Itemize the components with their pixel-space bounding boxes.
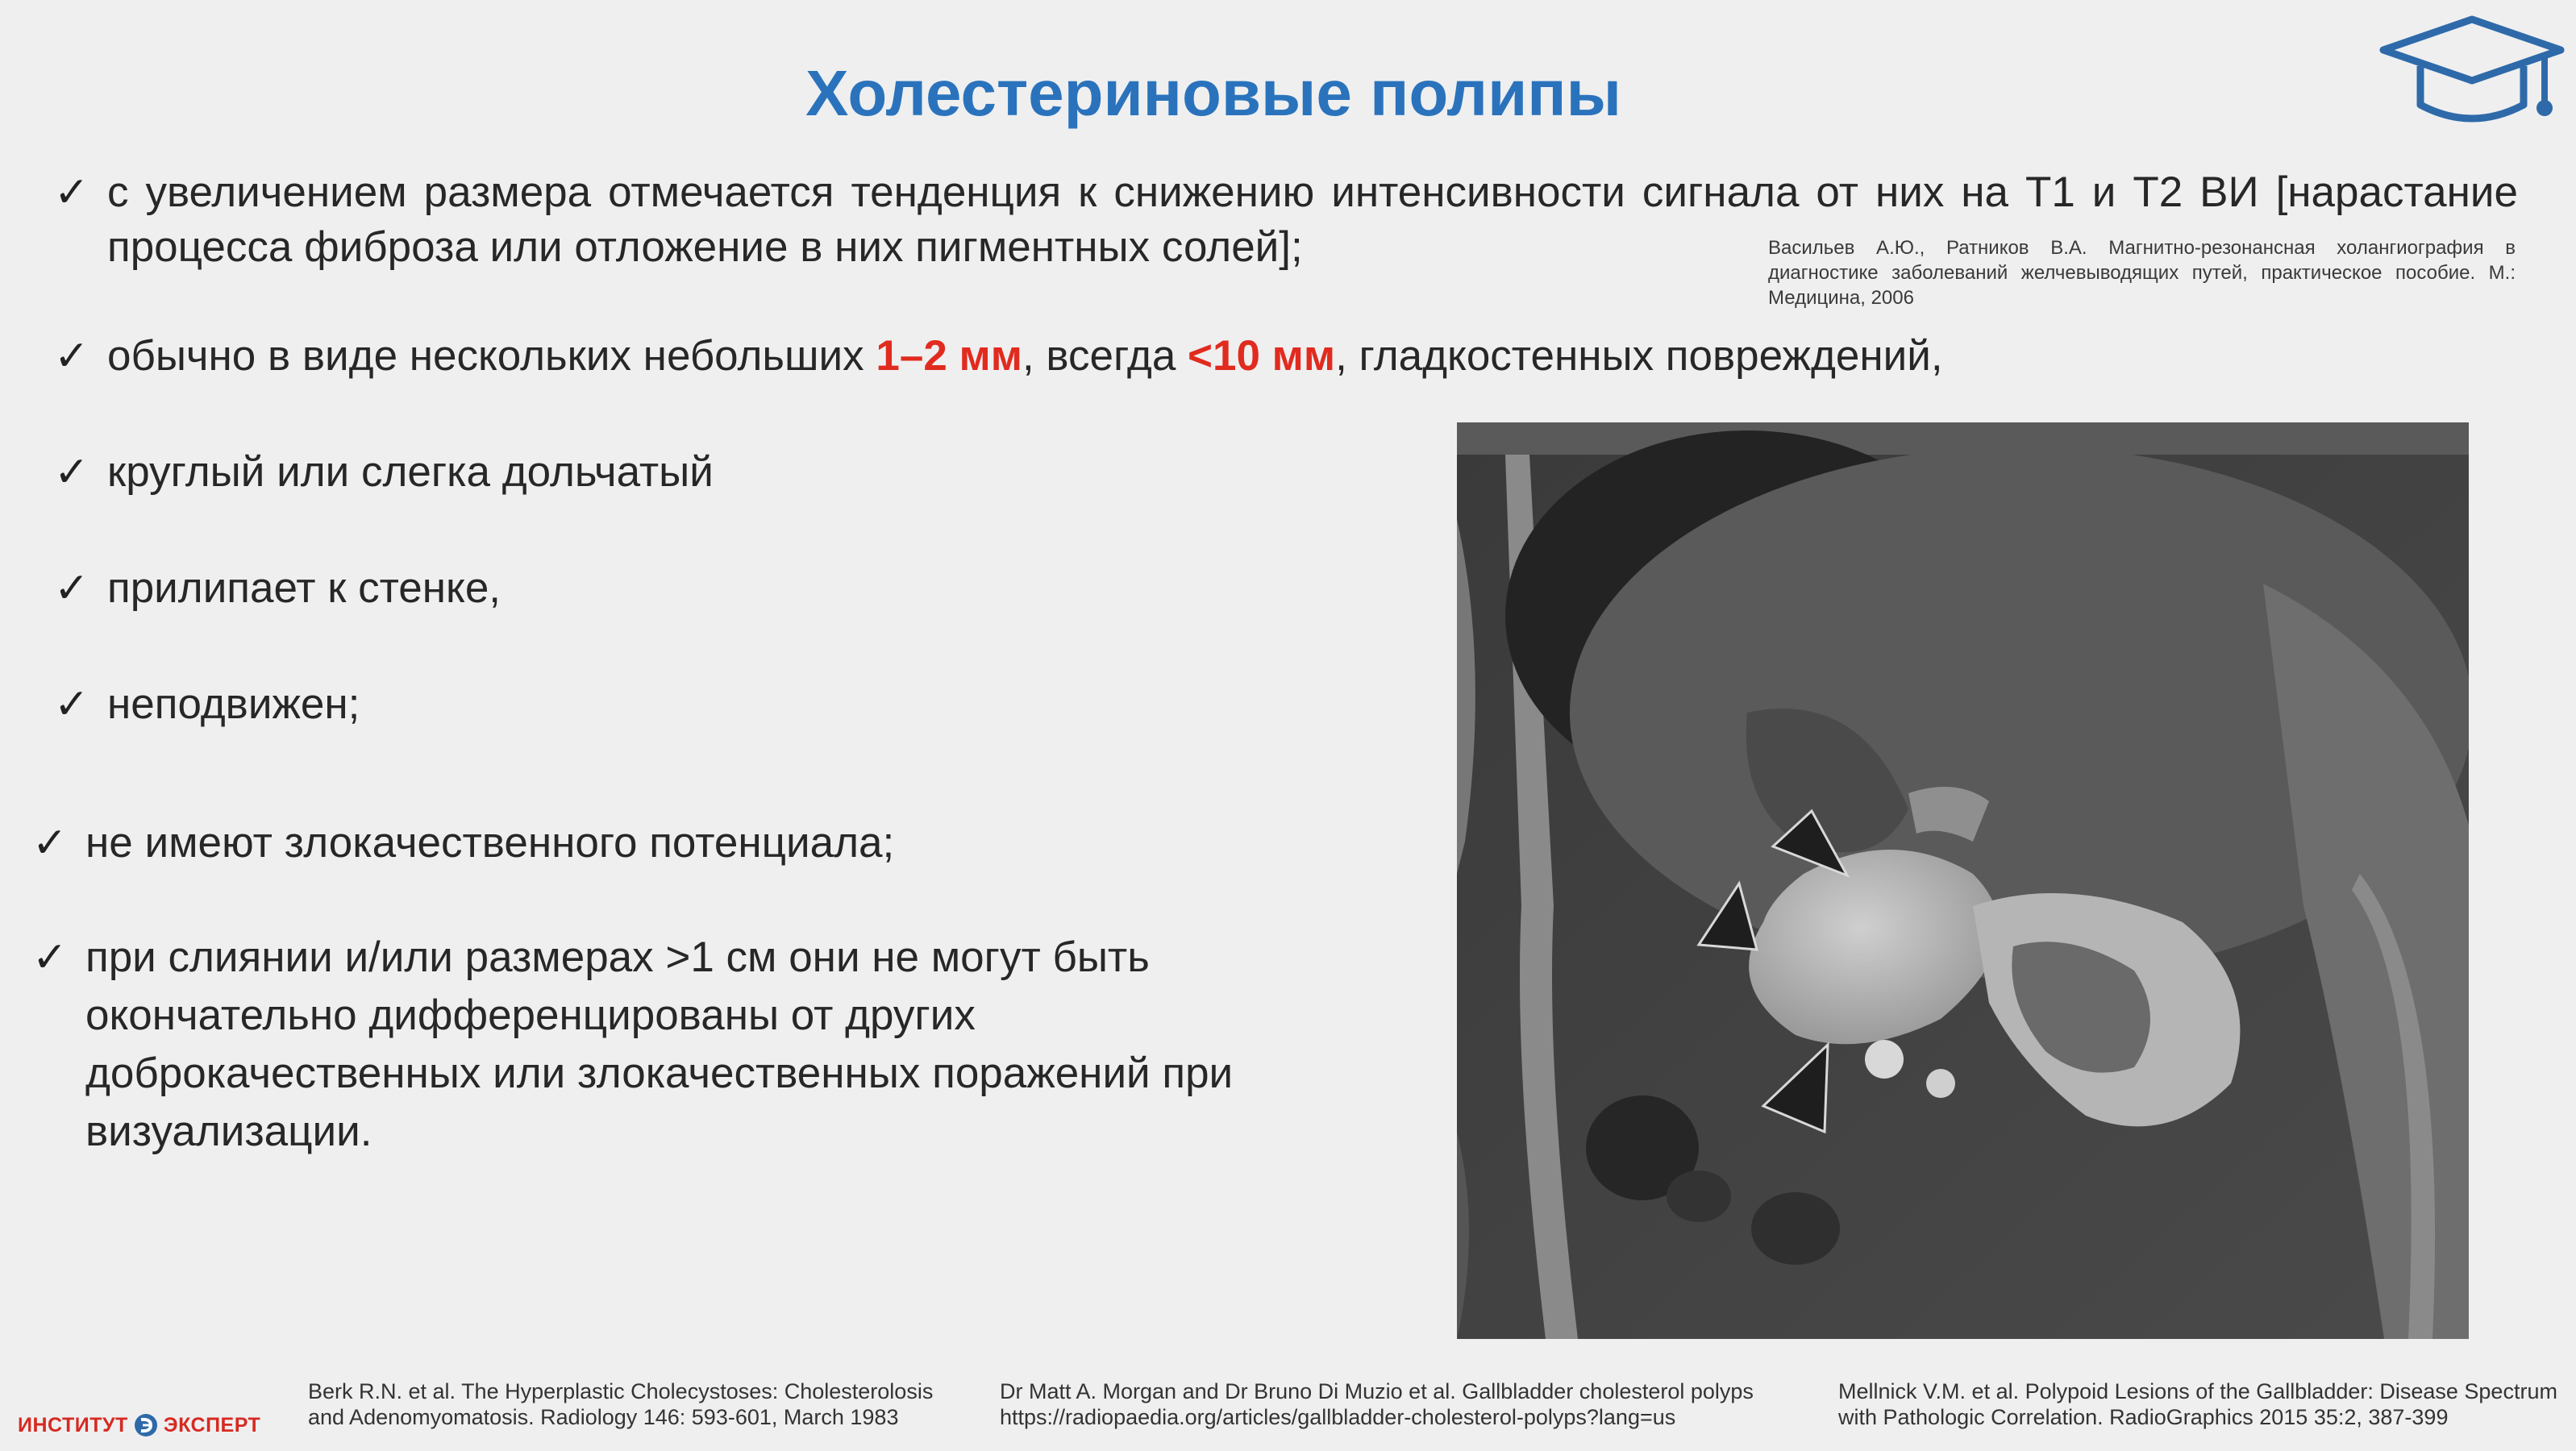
check-icon: ✓ <box>54 448 89 497</box>
bullet-text: с увеличением размера отмечается тенденция к снижению интенсивности сигнала от них на Т1 и Т2 ВИ [нарастание процесса фиброза или отложение в них пигментных солей]; <box>107 168 2518 271</box>
bullet-size <box>54 329 2284 384</box>
bullet-text-mid: , всегда <box>1022 332 1188 380</box>
bullet-text: не имеют злокачественного потенциала; <box>85 819 895 867</box>
bullet-differentiation <box>32 929 1263 1161</box>
bullet-text: круглый или слегка дольчатый <box>107 448 714 496</box>
reference-top: Васильев А.Ю., Ратников В.А. Магнитно-резонансная холангиография в диагностике заболеваний желчевыводящих путей, практическое пособие. М.: Медицина, 2006 <box>1768 237 2516 309</box>
bullet-text-post: , гладкостенных повреждений, <box>1335 332 1943 380</box>
bullet-immobile <box>54 677 1317 732</box>
check-icon: ✓ <box>32 819 68 867</box>
bullet-text: прилипает к стенке, <box>107 564 501 612</box>
check-icon: ✓ <box>54 168 89 217</box>
graduation-cap-icon <box>2378 15 2566 134</box>
bullet-text: неподвижен; <box>107 680 360 728</box>
bullet-no-malignancy <box>32 816 1375 871</box>
slide-title: Холестериновые полипы <box>805 57 1621 129</box>
bullet-text-pre: обычно в виде нескольких небольших <box>107 332 876 380</box>
expert-logo-icon <box>133 1412 159 1438</box>
size-highlight-1: 1–2 мм <box>876 332 1022 380</box>
bullet-text: при слиянии и/или размерах >1 см они не могут быть окончательно дифференцированы от других доброкачественных или злокачественных поражений при визуализации. <box>85 933 1234 1155</box>
check-icon: ✓ <box>54 680 89 729</box>
logo-text-left: ИНСТИТУТ <box>18 1413 128 1436</box>
bullet-adheres <box>54 561 1317 616</box>
reference-bottom-2: Dr Matt A. Morgan and Dr Bruno Di Muzio et al. Gallbladder cholesterol polyps https://radiopaedia.org/articles/gallbladder-cholesterol-polyps?lang=us <box>1000 1379 1754 1429</box>
check-icon: ✓ <box>54 332 89 380</box>
check-icon: ✓ <box>54 564 89 613</box>
reference-bottom-3: Mellnick V.M. et al. Polypoid Lesions of the Gallbladder: Disease Spectrum with Pathologic Correlation. RadioGraphics 2015 35:2, 387-399 <box>1838 1379 2557 1429</box>
reference-bottom-1: Berk R.N. et al. The Hyperplastic Cholecystoses: Cholesterolosis and Adenomyomatosis. Radiology 146: 593-601, March 1983 <box>308 1379 934 1429</box>
institute-logo <box>18 1411 260 1440</box>
check-icon: ✓ <box>32 933 68 982</box>
bullet-shape <box>54 445 1317 500</box>
size-highlight-2: <10 мм <box>1188 332 1336 380</box>
logo-text-right: ЭКСПЕРТ <box>163 1413 261 1436</box>
mri-image <box>1457 422 2469 1339</box>
